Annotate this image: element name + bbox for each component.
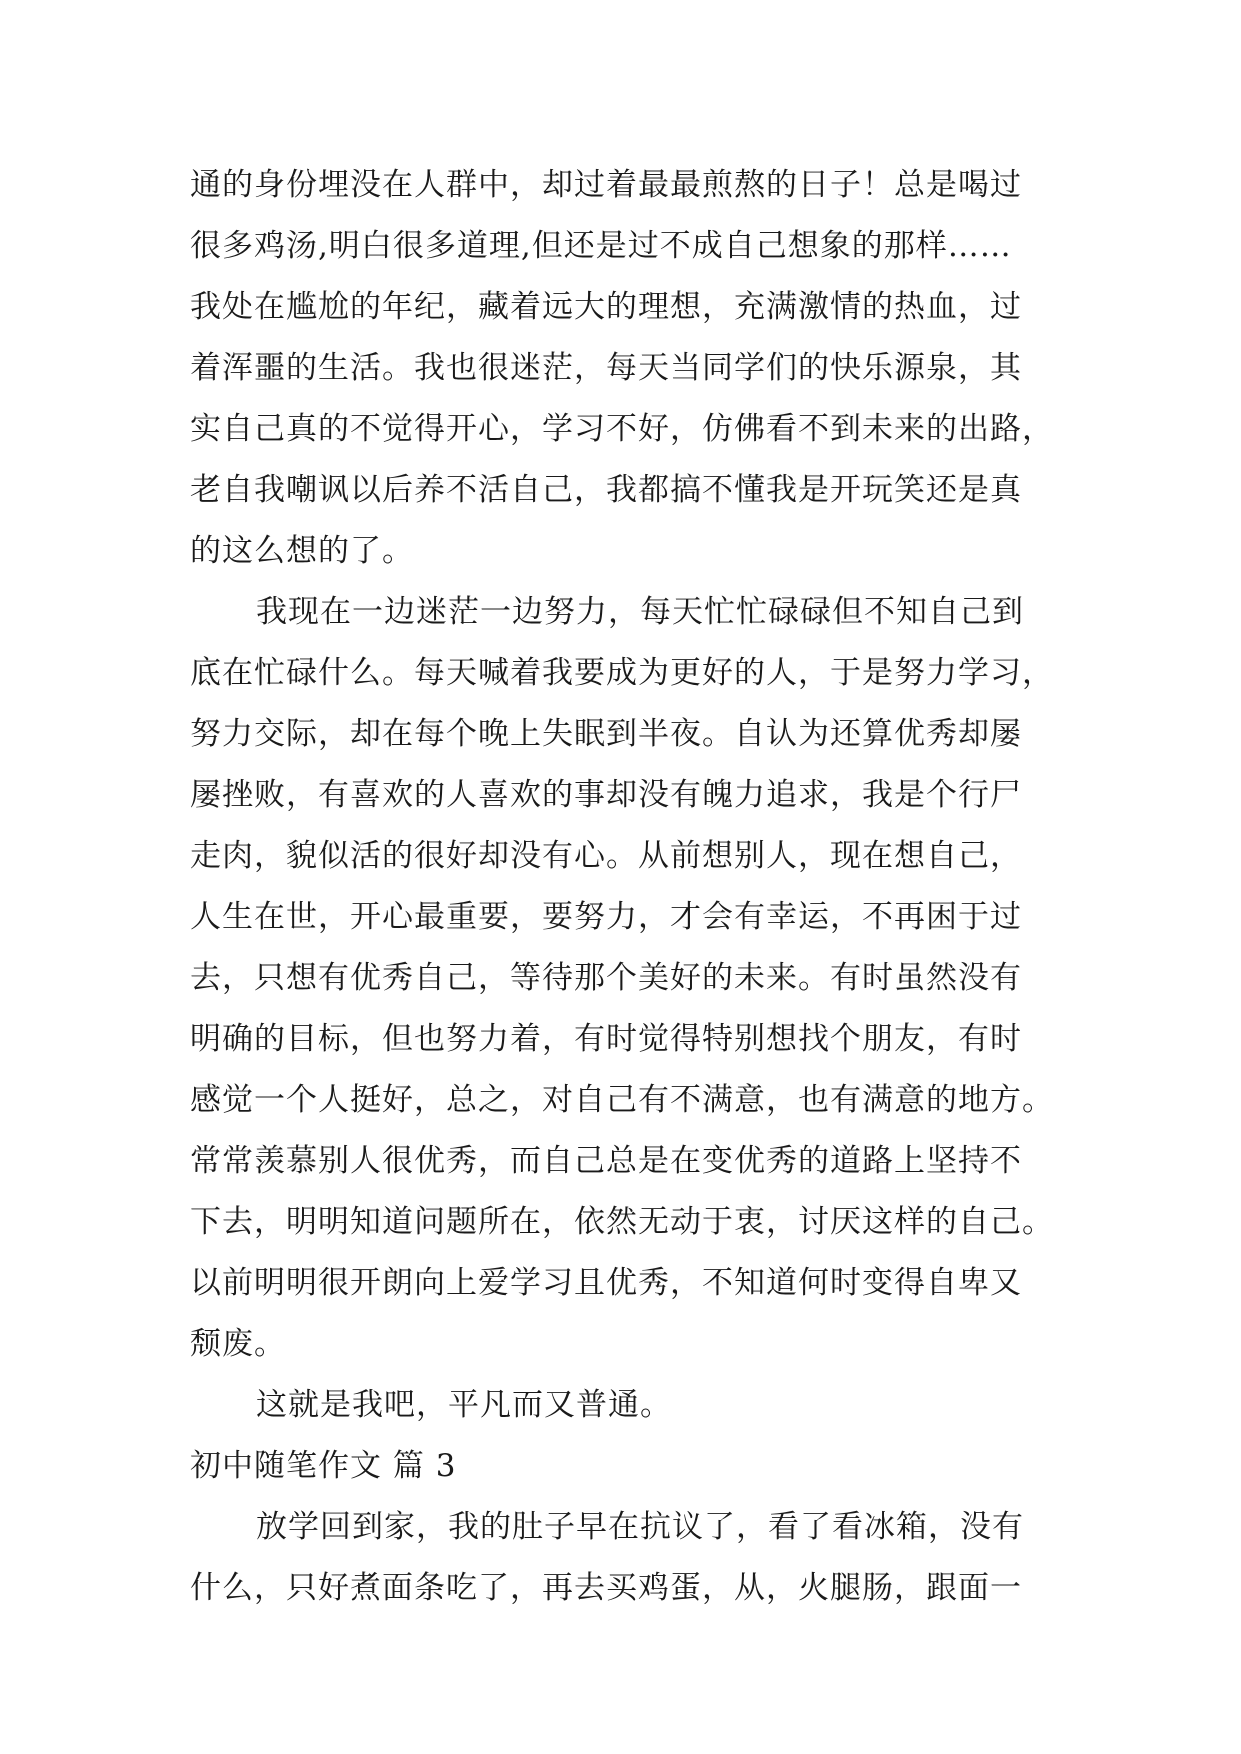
text-line: 的这么想的了。: [190, 533, 414, 569]
paragraph-start-line: 这就是我吧，平凡而又普通。: [256, 1387, 672, 1423]
text-line: 颓废。: [190, 1326, 286, 1362]
text-line: 我处在尴尬的年纪，藏着远大的理想，充满激情的热血，过: [190, 289, 1022, 325]
text-line: 努力交际，却在每个晚上失眠到半夜。自认为还算优秀却屡: [190, 716, 1022, 752]
text-line: 感觉一个人挺好，总之，对自己有不满意，也有满意的地方。: [190, 1082, 1054, 1118]
text-line: 走肉，貌似活的很好却没有心。从前想别人，现在想自己，: [190, 838, 1022, 874]
text-line: 老自我嘲讽以后养不活自己，我都搞不懂我是开玩笑还是真: [190, 472, 1022, 508]
text-line: 明确的目标，但也努力着，有时觉得特别想找个朋友，有时: [190, 1021, 1022, 1057]
text-line: 常常羡慕别人很优秀，而自己总是在变优秀的道路上坚持不: [190, 1143, 1022, 1179]
text-line: 人生在世，开心最重要，要努力，才会有幸运，不再困于过: [190, 899, 1022, 935]
text-line: 去，只想有优秀自己，等待那个美好的未来。有时虽然没有: [190, 960, 1022, 996]
text-line: 下去，明明知道问题所在，依然无动于衷，讨厌这样的自己。: [190, 1204, 1054, 1240]
paragraph-start-line: 放学回到家，我的肚子早在抗议了，看了看冰箱，没有: [256, 1509, 1024, 1545]
text-line: 着浑噩的生活。我也很迷茫，每天当同学们的快乐源泉，其: [190, 350, 1022, 386]
text-line: 屡挫败，有喜欢的人喜欢的事却没有魄力追求，我是个行尸: [190, 777, 1022, 813]
paragraph-start-line: 我现在一边迷茫一边努力，每天忙忙碌碌但不知自己到: [256, 594, 1024, 630]
text-line: 底在忙碌什么。每天喊着我要成为更好的人，于是努力学习，: [190, 655, 1054, 691]
text-line: 什么，只好煮面条吃了，再去买鸡蛋，从，火腿肠，跟面一: [190, 1570, 1022, 1606]
section-heading: 初中随笔作文 篇 3: [190, 1448, 457, 1484]
text-line: 很多鸡汤,明白很多道理,但还是过不成自己想象的那样……: [190, 228, 1012, 264]
text-line: 通的身份埋没在人群中，却过着最最煎熬的日子！总是喝过: [190, 167, 1022, 203]
text-line: 以前明明很开朗向上爱学习且优秀，不知道何时变得自卑又: [190, 1265, 1022, 1301]
text-line: 实自己真的不觉得开心，学习不好，仿佛看不到未来的出路，: [190, 411, 1054, 447]
document-body: [190, 155, 1054, 1619]
